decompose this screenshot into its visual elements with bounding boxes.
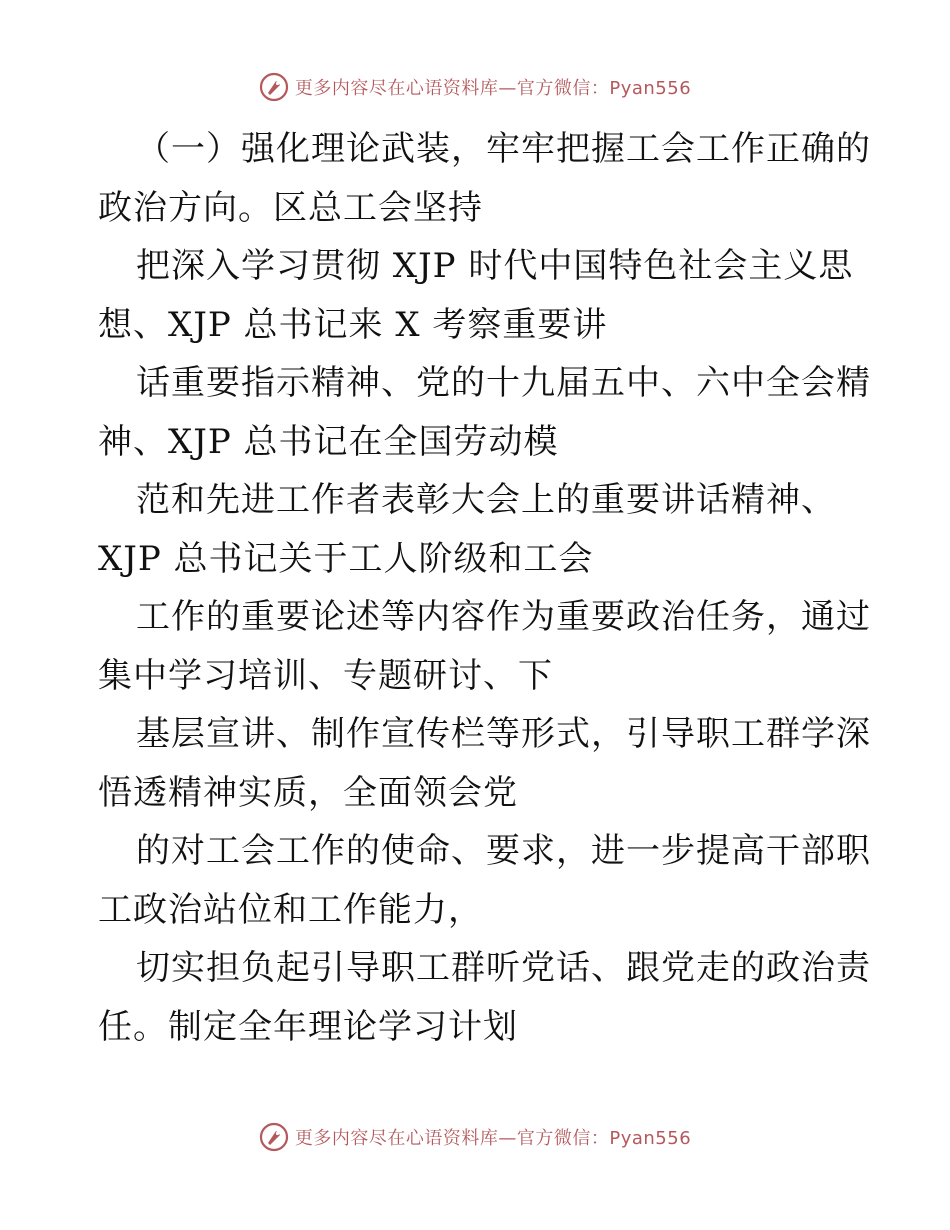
- document-body: [98, 120, 871, 1056]
- paragraph-line: 工作的重要论述等内容作为重要政治任务，通过: [136, 597, 871, 637]
- paragraph-line: （一）强化理论武装，牢牢把握工会工作正确的: [136, 129, 871, 169]
- paragraph-line: 神、XJP 总书记在全国劳动模: [98, 421, 559, 462]
- header-banner-text: 更多内容尽在心语资料库—官方微信：Pyan556: [294, 78, 692, 99]
- paragraph-line: 工政治站位和工作能力，: [98, 889, 483, 930]
- header-banner: [0, 72, 950, 102]
- paragraph-line: 政治方向。区总工会坚持: [98, 187, 483, 228]
- paragraph-line: 集中学习培训、专题研讨、下: [98, 655, 553, 696]
- pen-nib-logo-icon: [259, 72, 289, 102]
- paragraph-line: 的对工会工作的使命、要求，进一步提高干部职: [136, 831, 871, 871]
- paragraph-line: 范和先进工作者表彰大会上的重要讲话精神、: [136, 480, 836, 520]
- paragraph-line: 把深入学习贯彻 XJP 时代中国特色社会主义思: [136, 246, 854, 286]
- paragraph-line: 想、XJP 总书记来 X 考察重要讲: [98, 304, 608, 345]
- paragraph-line: 切实担负起引导职工群听党话、跟党走的政治责: [136, 948, 871, 988]
- paragraph-line: 基层宣讲、制作宣传栏等形式，引导职工群学深: [136, 714, 871, 754]
- paragraph-line: 任。制定全年理论学习计划: [98, 1006, 518, 1047]
- footer-banner: [0, 1122, 950, 1152]
- footer-banner-text: 更多内容尽在心语资料库—官方微信：Pyan556: [294, 1128, 692, 1149]
- paragraph-line: XJP 总书记关于工人阶级和工会: [98, 538, 594, 579]
- pen-nib-logo-icon: [259, 1122, 289, 1152]
- paragraph-line: 话重要指示精神、党的十九届五中、六中全会精: [136, 363, 871, 403]
- paragraph-line: 悟透精神实质，全面领会党: [98, 772, 518, 813]
